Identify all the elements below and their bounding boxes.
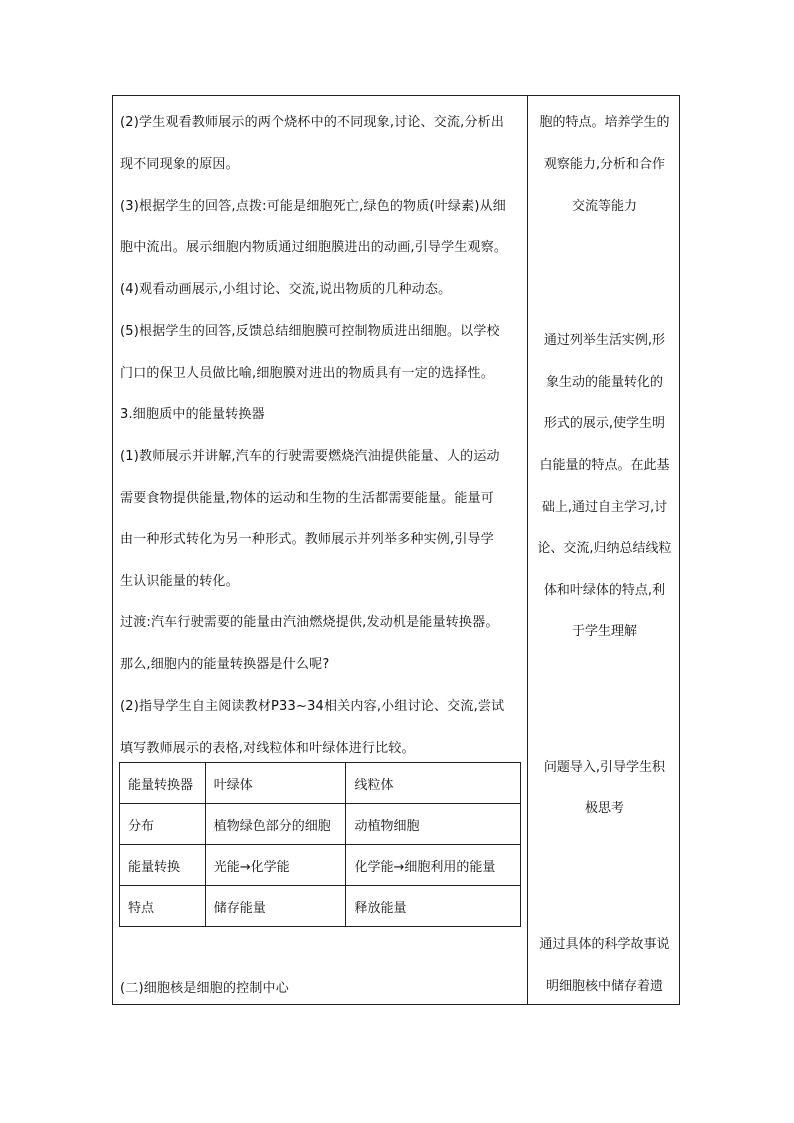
intent-line: 通过列举生活实例,形 xyxy=(543,333,666,348)
table-cell: 光能→化学能 xyxy=(205,845,346,886)
intent-line: 通过具体的科学故事说 xyxy=(539,937,670,952)
process-line: (1)教师展示并讲解,汽车的行驶需要燃烧汽油提供能量、人的运动 xyxy=(120,449,500,464)
intent-line: 体和叶绿体的特点,利 xyxy=(543,583,666,598)
process-line: (4)观看动画展示,小组讨论、交流,说出物质的几种动态。 xyxy=(120,282,452,297)
table-cell: 线粒体 xyxy=(346,763,521,804)
intent-line: 问题导入,引导学生积 xyxy=(543,760,666,775)
process-line: 由一种形式转化为另一种形式。教师展示并列举多种实例,引导学 xyxy=(120,532,494,547)
table-row xyxy=(120,763,521,804)
table-row xyxy=(120,845,521,886)
process-line: 胞中流出。展示细胞内物质通过细胞膜进出的动画,引导学生观察。 xyxy=(120,240,508,255)
process-line: 门口的保卫人员做比喻,细胞膜对进出的物质具有一定的选择性。 xyxy=(120,366,494,381)
section-heading: (二)细胞核是细胞的控制中心 xyxy=(120,981,289,996)
intent-line: 于学生理解 xyxy=(571,624,637,639)
table-cell: 叶绿体 xyxy=(205,763,346,804)
intent-line: 象生动的能量转化的 xyxy=(545,375,663,390)
process-line: 过渡:汽车行驶需要的能量由汽油燃烧提供,发动机是能量转换器。 xyxy=(120,615,499,630)
intent-line: 白能量的特点。在此基 xyxy=(539,458,670,473)
table-cell: 能量转换 xyxy=(120,845,206,886)
intent-line: 极思考 xyxy=(584,801,624,816)
process-line: (3)根据学生的回答,点拨:可能是细胞死亡,绿色的物质(叶绿素)从细 xyxy=(120,199,507,214)
table-cell: 特点 xyxy=(120,886,206,927)
table-cell: 动植物细胞 xyxy=(346,804,521,845)
intent-line: 明细胞核中储存着遗 xyxy=(545,979,663,994)
table-cell: 植物绿色部分的细胞 xyxy=(205,804,346,845)
table-cell: 储存能量 xyxy=(205,886,346,927)
column-divider xyxy=(527,95,528,1005)
table-row xyxy=(120,804,521,845)
table-cell: 分布 xyxy=(120,804,206,845)
intent-line: 胞的特点。培养学生的 xyxy=(539,115,670,130)
process-line: 填写教师展示的表格,对线粒体和叶绿体进行比较。 xyxy=(120,741,415,756)
intent-line: 形式的展示,使学生明 xyxy=(543,416,666,431)
process-line: (2)学生观看教师展示的两个烧杯中的不同现象,讨论、交流,分析出 xyxy=(120,115,505,130)
process-line: (2)指导学生自主阅读教材P33~34相关内容,小组讨论、交流,尝试 xyxy=(120,699,505,714)
intent-line: 观察能力,分析和合作 xyxy=(543,157,666,172)
table-cell: 能量转换器 xyxy=(120,763,206,804)
intent-line: 交流等能力 xyxy=(571,199,637,214)
process-line: 现不同现象的原因。 xyxy=(120,157,239,172)
process-line: (5)根据学生的回答,反馈总结细胞膜可控制物质进出细胞。以学校 xyxy=(120,324,500,339)
table-row xyxy=(120,886,521,927)
process-line: 生认识能量的转化。 xyxy=(120,574,239,589)
intent-line: 础上,通过自主学习,讨 xyxy=(541,500,668,515)
table-cell: 释放能量 xyxy=(346,886,521,927)
process-line: 那么,细胞内的能量转换器是什么呢? xyxy=(120,657,330,672)
table-cell: 化学能→细胞利用的能量 xyxy=(346,845,521,886)
energy-converter-table xyxy=(119,762,521,927)
process-line: 需要食物提供能量,物体的运动和生物的生活都需要能量。能量可 xyxy=(120,491,494,506)
intent-line: 论、交流,归纳总结线粒 xyxy=(537,541,672,556)
section-heading: 3.细胞质中的能量转换器 xyxy=(120,407,265,422)
